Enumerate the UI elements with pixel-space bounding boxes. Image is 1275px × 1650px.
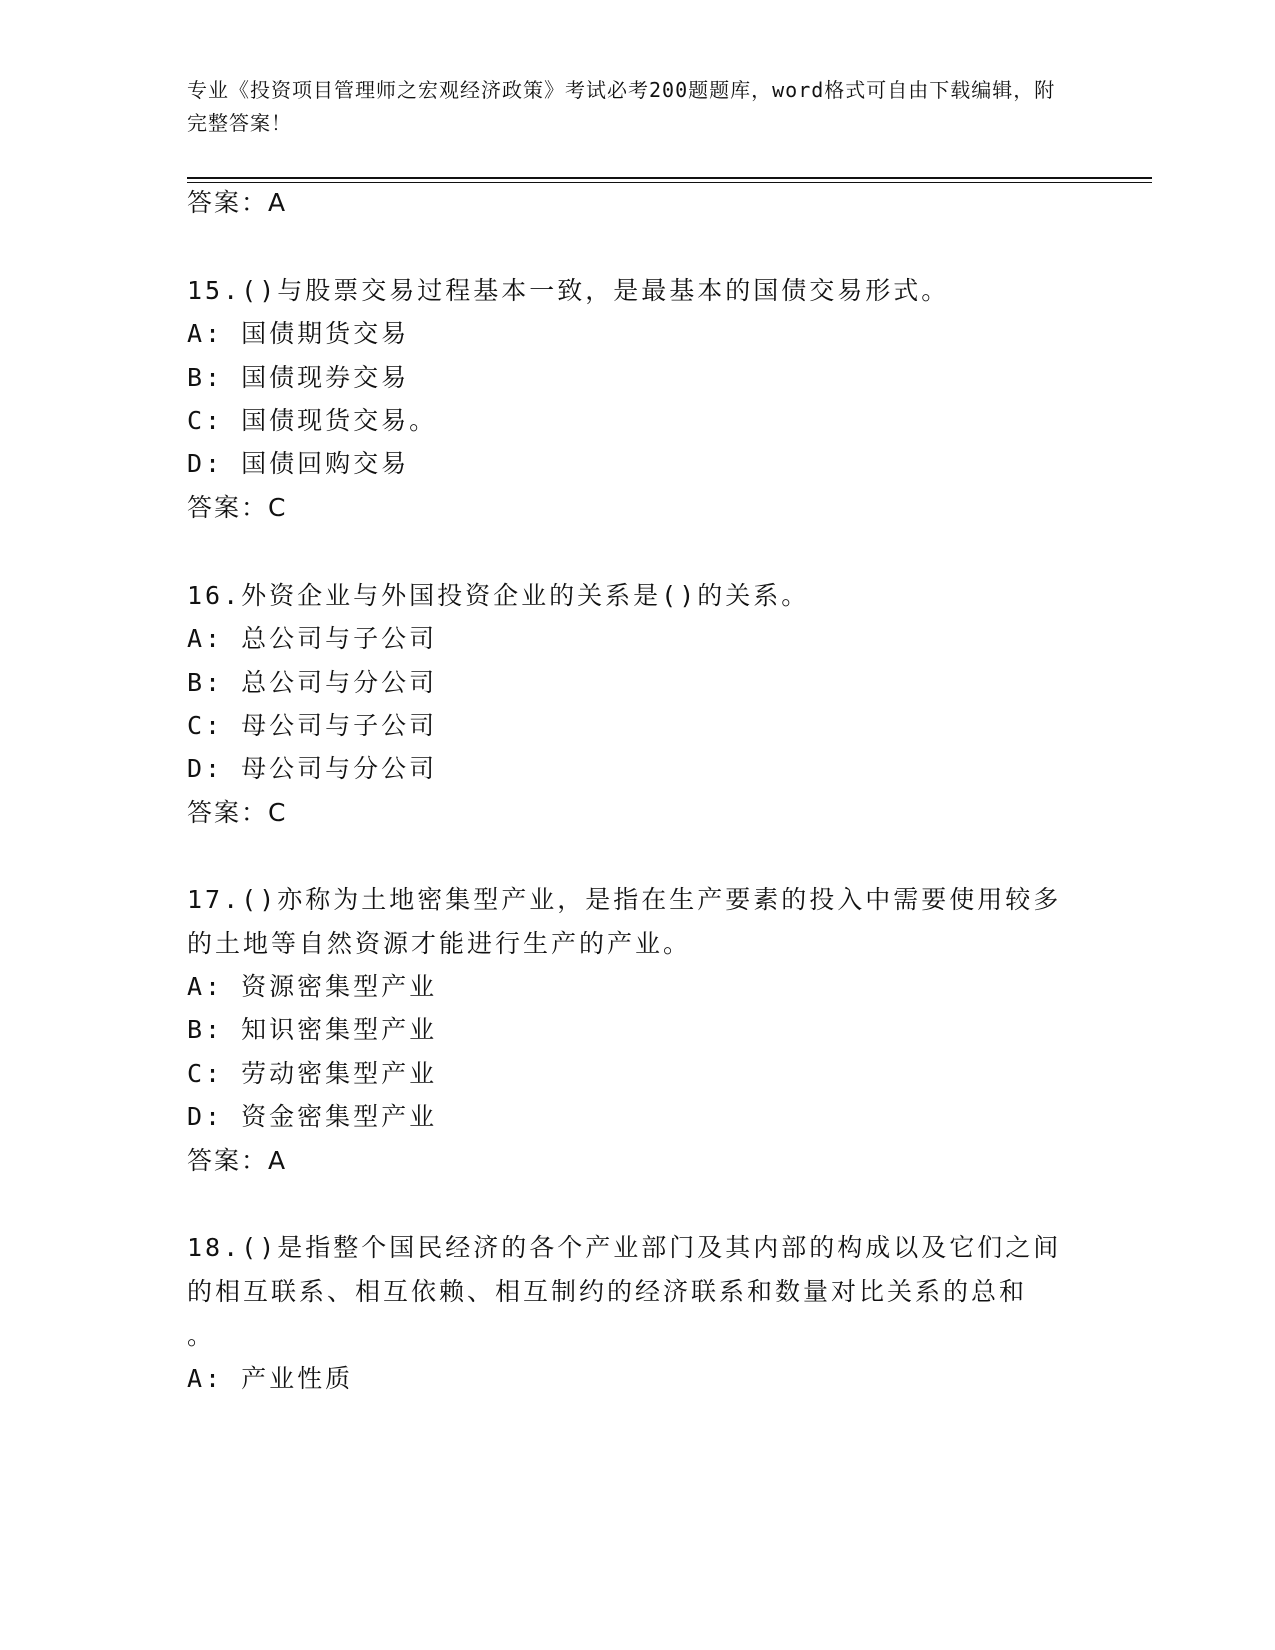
- q18-stem-line-3: 。: [187, 1321, 216, 1350]
- q18-stem-line-1: 18.()是指整个国民经济的各个产业部门及其内部的构成以及它们之间: [187, 1233, 1062, 1262]
- document-header: 专业《投资项目管理师之宏观经济政策》考试必考200题题库，word格式可自由下载编辑，附完整答案！: [187, 78, 1056, 135]
- q15-stem: 15.()与股票交易过程基本一致，是最基本的国债交易形式。: [187, 276, 950, 305]
- q16-option-d: D: 母公司与分公司: [187, 754, 438, 783]
- q17-option-c: C: 劳动密集型产业: [187, 1059, 438, 1088]
- q16-stem: 16.外资企业与外国投资企业的关系是()的关系。: [187, 581, 810, 610]
- q15-option-a: A: 国债期货交易: [187, 319, 410, 348]
- q17-stem-line-1: 17.()亦称为土地密集型产业，是指在生产要素的投入中需要使用较多: [187, 885, 1062, 914]
- q16-answer: 答案：C: [187, 798, 288, 827]
- answer-previous: 答案：A: [187, 188, 288, 217]
- q17-answer: 答案：A: [187, 1146, 288, 1175]
- q16-option-b: B: 总公司与分公司: [187, 668, 438, 697]
- header-rule-thick: [187, 177, 1152, 179]
- q15-answer: 答案：C: [187, 493, 288, 522]
- q17-option-a: A: 资源密集型产业: [187, 972, 438, 1001]
- q18-stem-line-2: 的相互联系、相互依赖、相互制约的经济联系和数量对比关系的总和: [187, 1277, 1028, 1306]
- q16-option-a: A: 总公司与子公司: [187, 624, 438, 653]
- q15-option-c: C: 国债现货交易。: [187, 406, 438, 435]
- q17-option-d: D: 资金密集型产业: [187, 1102, 438, 1131]
- q18-option-a: A: 产业性质: [187, 1364, 354, 1393]
- q17-stem-line-2: 的土地等自然资源才能进行生产的产业。: [187, 929, 692, 958]
- q15-option-b: B: 国债现券交易: [187, 363, 410, 392]
- q16-option-c: C: 母公司与子公司: [187, 711, 438, 740]
- q17-option-b: B: 知识密集型产业: [187, 1015, 438, 1044]
- header-rule-thin: [187, 182, 1152, 183]
- q15-option-d: D: 国债回购交易: [187, 449, 410, 478]
